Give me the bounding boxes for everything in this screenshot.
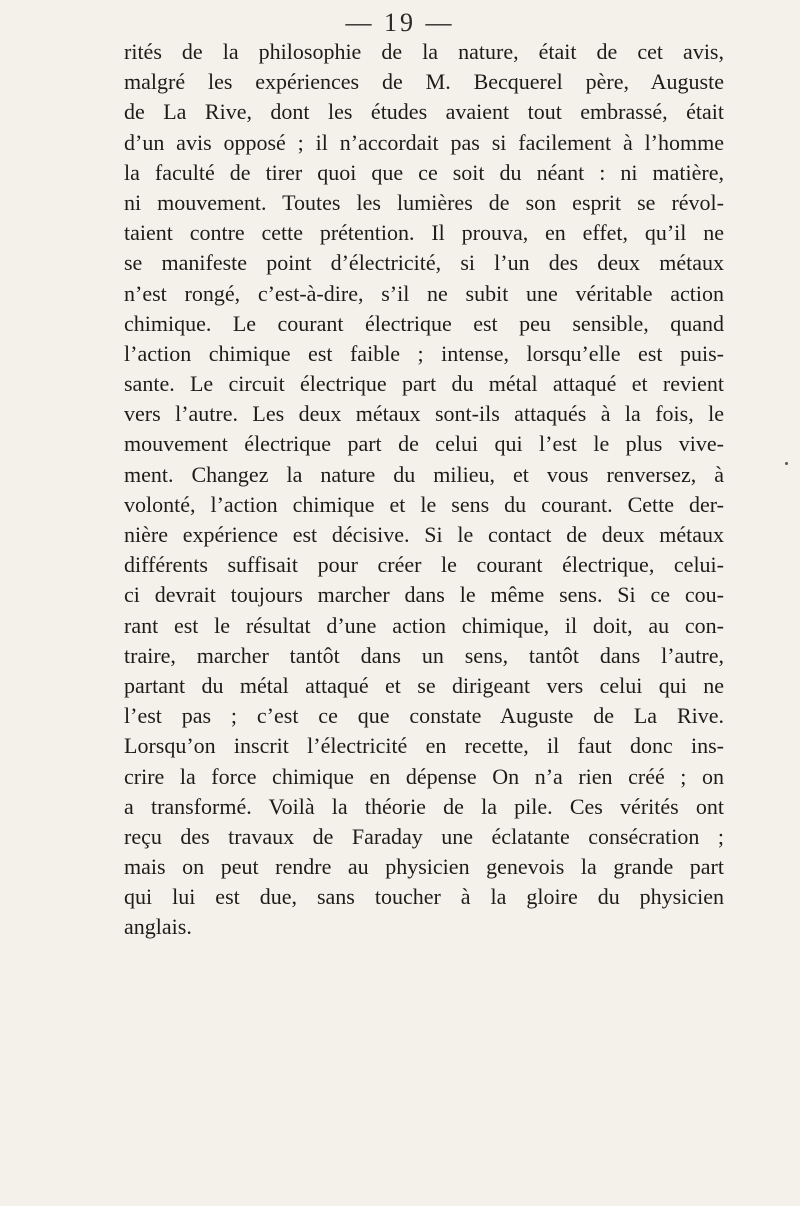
text-line: rités de la philosophie de la nature, était de cet avis,: [124, 39, 724, 64]
page-number: — 19 —: [345, 8, 455, 37]
text-line: ment. Changez la nature du milieu, et vous renversez, à: [124, 461, 724, 487]
text-line: nière expérience est décisive. Si le contact de deux métaux: [124, 522, 724, 547]
text-line: se manifeste point d’électricité, si l’un des deux métaux: [124, 250, 724, 276]
text-line: taient contre cette prétention. Il prouva, en effet, qu’il ne: [124, 220, 724, 246]
text-line: Lorsqu’on inscrit l’électricité en recette, il faut donc ins-: [124, 733, 724, 759]
text-line: rant est le résultat d’une action chimique, il doit, au con-: [124, 612, 724, 638]
body-text: [124, 37, 724, 943]
text-line: sante. Le circuit électrique part du métal attaqué et revient: [124, 371, 724, 397]
text-line: traire, marcher tantôt dans un sens, tantôt dans l’autre,: [124, 642, 724, 668]
text-line: la faculté de tirer quoi que ce soit du néant : ni matière,: [124, 159, 724, 185]
text-line: mais on peut rendre au physicien genevois la grande part: [124, 854, 724, 880]
text-line: de La Rive, dont les études avaient tout embrassé, était: [124, 99, 724, 125]
text-line: volonté, l’action chimique et le sens du courant. Cette der-: [124, 491, 724, 517]
text-line: reçu des travaux de Faraday une éclatante consécration ;: [124, 823, 724, 849]
text-line: ci devrait toujours marcher dans le même sens. Si ce cou-: [124, 582, 724, 608]
text-line: a transformé. Voilà la théorie de la pile. Ces vérités ont: [124, 793, 724, 819]
text-line: qui lui est due, sans toucher à la gloire du physicien: [124, 884, 724, 910]
text-line: l’action chimique est faible ; intense, lorsqu’elle est puis-: [124, 340, 724, 366]
ink-speck: [785, 462, 788, 465]
text-line: ni mouvement. Toutes les lumières de son esprit se révol-: [124, 189, 724, 215]
text-line: malgré les expériences de M. Becquerel père, Auguste: [124, 69, 724, 95]
text-line: crire la force chimique en dépense On n’a rien créé ; on: [124, 763, 724, 789]
text-line: l’est pas ; c’est ce que constate Auguste de La Rive.: [124, 703, 724, 729]
text-line: n’est rongé, c’est-à-dire, s’il ne subit une véritable action: [124, 280, 724, 306]
text-line: chimique. Le courant électrique est peu sensible, quand: [124, 310, 724, 336]
text-line: différents suffisait pour créer le courant électrique, celui-: [124, 552, 724, 578]
text-line: mouvement électrique part de celui qui l’est le plus vive-: [124, 431, 724, 457]
text-line: d’un avis opposé ; il n’accordait pas si facilement à l’homme: [124, 129, 724, 155]
text-line-last: anglais.: [124, 914, 192, 940]
text-line: partant du métal attaqué et se dirigeant vers celui qui ne: [124, 672, 724, 698]
text-line: vers l’autre. Les deux métaux sont-ils attaqués à la fois, le: [124, 401, 724, 427]
